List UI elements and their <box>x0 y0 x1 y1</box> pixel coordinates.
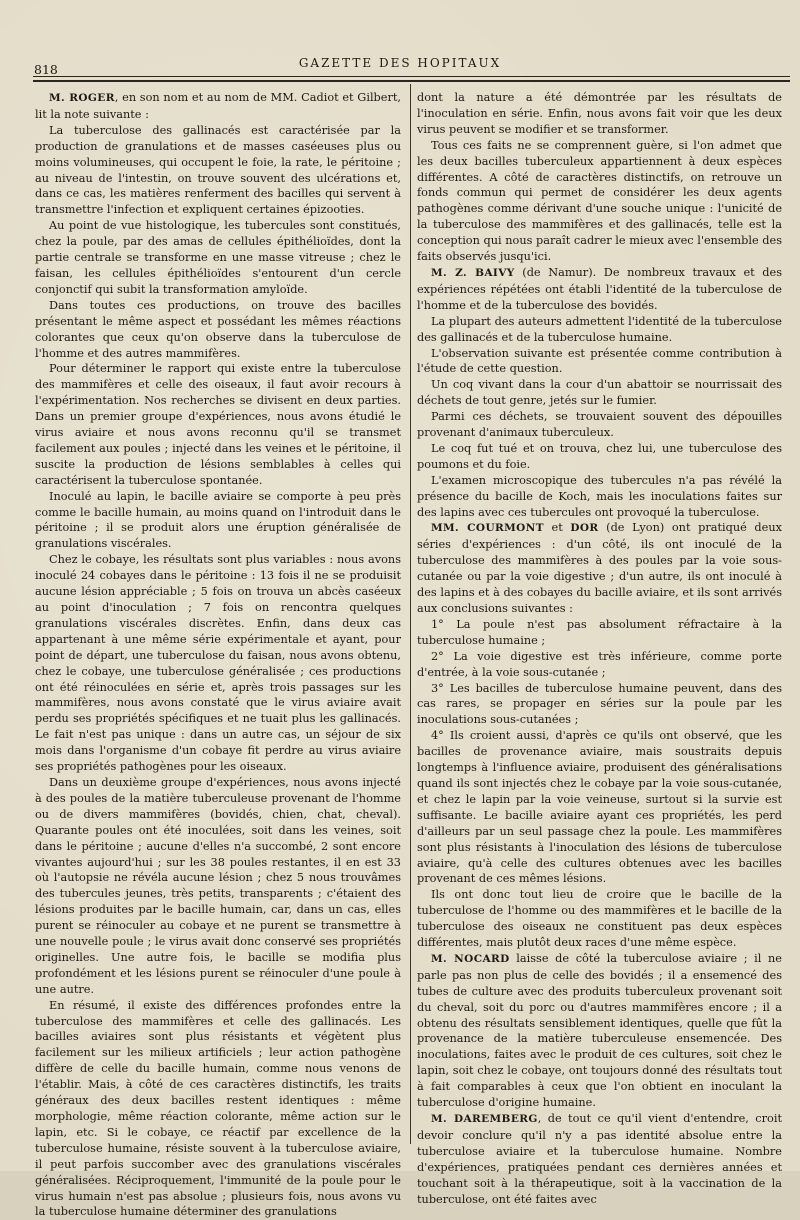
paragraph <box>417 90 782 138</box>
paragraph <box>417 681 782 729</box>
speaker-name: M. ROGER <box>49 92 115 104</box>
paragraph-text: Pour déterminer le rapport qui existe entre la tuberculose des mammifères et celle des oiseaux, il faut avoir recours à l'expérimentation. Nos recherches se divisent en deux parties. Dans un premier groupe d'expériences, nous avons étudié le virus aviaire et nous avons reconnu qu'il se transmet facilement aux poules ; injecté dans les veines et le péritoine, il suscite la production de lésions semblables à celles qui caractérisent la tuberculose spontanée. <box>35 362 401 487</box>
paragraph-text: 1° La poule n'est pas absolument réfractaire à la tuberculose humaine ; <box>417 617 782 647</box>
paragraph <box>35 775 401 998</box>
paragraph <box>35 123 401 218</box>
paragraph-text: 4° Ils croient aussi, d'après ce qu'ils ont observé, que les bacilles de provenance aviaire, mais soustraits depuis longtemps à l'influence aviaire, produisent des généralisations quand ils sont injectés chez le cobaye par la voie sous-cutanée, et chez le lapin par la voie veineuse, surtout si la survie est suffisante. Le bacille aviaire ayant ces propriétés, les perd d'ailleurs par un seul passage chez la poule. Les mammifères sont plus résistants à l'inoculation des lésions de tuberculose aviaire, qu'à celle des cultures obtenues avec les bacilles provenant de ces mêmes lésions. <box>417 729 782 886</box>
paragraph-text: Inoculé au lapin, le bacille aviaire se comporte à peu près comme le bacille humain, au moins quand on l'introduit dans le péritoine ; il se produit alors une éruption généralisée de granulations viscérales. <box>35 489 401 551</box>
paragraph-text: Tous ces faits ne se comprennent guère, si l'on admet que les deux bacilles tuberculeux appartiennent à deux espèces différentes. A côté de caractères distinctifs, on retrouve un fonds commun qui permet de considérer les deux agents pathogènes comme dérivant d'une souche unique : l'unicité de la tuberculose des mammifères et des gallinacés, telle est la conception qui nous paraît cadrer le mieux avec l'ensemble des faits observés jusqu'ici. <box>417 138 782 264</box>
paragraph-text: L'observation suivante est présentée comme contribution à l'étude de cette question. <box>417 346 782 376</box>
paragraph-text: dont la nature a été démontrée par les résultats de l'inoculation en série. Enfin, nous avons fait voir que les deux virus peuvent se modifier et se transformer. <box>417 91 782 136</box>
paragraph <box>417 887 782 951</box>
paragraph-text: Un coq vivant dans la cour d'un abattoir se nourrissait des déchets de tout genre, jetés sur le fumier. <box>417 378 782 408</box>
speaker-name: M. NOCARD <box>431 952 510 965</box>
right-column <box>417 90 783 1206</box>
paragraph-text: Ils ont donc tout lieu de croire que le bacille de la tuberculose de l'homme ou des mammifères et le bacille de la tuberculose des oiseaux ne constituent pas deux espèces différentes, mais plutôt deux races d'une même espèce. <box>417 888 782 950</box>
paragraph-text: Au point de vue histologique, les tubercules sont constitués, chez la poule, par des amas de cellules épithélioïdes, dont la partie centrale se transforme en une masse vitreuse ; chez le faisan, les cellules épithélioïdes s'entourent d'un cercle conjonctif qui subit la transformation amyloïde. <box>35 219 401 296</box>
paragraph-text: L'examen microscopique des tubercules n'a pas révélé la présence du bacille de Koch, mais les inoculations faites sur des lapins avec ces tubercules ont provoqué la tuberculose. <box>417 473 782 519</box>
speaker-name: DOR <box>570 522 599 535</box>
speaker-name: M. DAREMBERG <box>431 1113 538 1125</box>
paragraph <box>35 552 401 775</box>
paragraph-text: La tuberculose des gallinacés est caractérisée par la production de granulations et de masses caséeuses plus ou moins volumineuses, qui occupent le foie, la rate, le péritoine ; au niveau de l'intestin, on trouve souvent des ulcérations et, dans ce cas, les matières renferment des bacilles qui servent à transmettre l'infection et expliquent certaines épizooties. <box>35 123 401 217</box>
paragraph-text: Chez le cobaye, les résultats sont plus variables : nous avons inoculé 24 cobayes dans le péritoine : 13 fois il ne se produisit aucune lésion appréciable ; 5 fois on trouva un abcès caséeux au point d'inoculation ; 7 fois on rencontra quelques granulations viscérales discrètes. Enfin, dans deux cas appartenant à une même série expérimentale et ayant, pour point de départ, une tuberculose du faisan, nous avons obtenu, chez le cobaye, une tuberculose généralisée ; ces productions ont été réinoculées en série et, après trois passages sur les mammifères, nous avons constaté que le virus aviaire avait perdu ses propriétés spécifiques et ne tuait plus les gallinacés. Le fait n'est pas unique : dans un autre cas, un séjour de six mois dans l'organisme d'un cobaye fit perdre au virus aviaire ses propriétés pathogènes pour les oiseaux. <box>35 553 401 774</box>
paragraph-text: (de Namur). De nombreux travaux et des expériences répétées ont établi l'identité de la tuberculose de l'homme et de la tuberculose des bovidés. <box>417 265 783 312</box>
paragraph <box>35 218 401 298</box>
speaker-name: MM. COURMONT <box>431 522 544 535</box>
paragraph-text: 2° La voie digestive est très inférieure, comme porte d'entrée, à la voie sous-cutanée ; <box>417 649 782 679</box>
paragraph <box>35 298 401 362</box>
page-header <box>0 56 800 76</box>
paragraph <box>417 138 782 265</box>
header-rule-thick <box>33 80 790 82</box>
paragraph <box>417 617 782 649</box>
paragraph-text: Parmi ces déchets, se trouvaient souvent des dépouilles provenant d'animaux tuberculeux. <box>417 410 782 440</box>
paragraph <box>417 728 782 887</box>
paragraph <box>35 361 401 488</box>
paragraph <box>417 346 782 378</box>
speaker-name: M. Z. BAIVY <box>431 266 515 279</box>
paragraph-text: 3° Les bacilles de tuberculose humaine peuvent, dans des cas rares, se propager en séries sur la poule par les inoculations sous-cutanées ; <box>417 681 782 727</box>
paragraph <box>35 998 401 1220</box>
paragraph <box>417 649 782 681</box>
paragraph-text: , en son nom et au nom de MM. Cadiot et Gilbert, lit la note suivante : <box>35 91 402 121</box>
paragraph <box>35 90 401 123</box>
page-number: 818 <box>34 62 58 77</box>
paragraph-text: Dans un deuxième groupe d'expériences, nous avons injecté à des poules de la matière tuberculeuse provenant de l'homme ou de divers mammifères (bovidés, chien, chat, cheval). Quarante poules ont été inoculées, soit dans les veines, soit dans le péritoine ; aucune d'elles n'a succombé, 2 sont encore vivantes aujourd'hui ; sur les 38 poules restantes, il en est 33 où l'autopsie ne révéla aucune lésion ; chez 5 nous trouvâmes des tubercules jeunes, très petits, transparents ; c'étaient des lésions produites par le bacille humain, car, dans un cas, elles purent se réinoculer au cobaye et ne purent se transmettre à une nouvelle poule ; le virus avait donc conservé ses propriétés originelles. Une autre fois, le bacille se modifia plus profondément et les lésions purent se réinoculer d'une poule à une autre. <box>35 775 401 996</box>
paragraph <box>417 265 782 314</box>
paragraph-text: Dans toutes ces productions, on trouve des bacilles présentant le même aspect et possédant les mêmes réactions colorantes que ceux qu'on observe dans la tuberculose de l'homme et des autres mammifères. <box>35 298 401 360</box>
paragraph <box>35 489 401 553</box>
paragraph-text: En résumé, il existe des différences profondes entre la tuberculose des mammifères et celle des gallinacés. Les bacilles aviaires sont plus résistants et végètent plus facilement sur les milieux artificiels ; leur action pathogène diffère de celle du bacille humain, comme nous venons de l'établir. Mais, à côté de ces caractères distinctifs, les traits généraux des deux bacilles restent identiques : même morphologie, même réaction colorante, même action sur le lapin, etc. Si le cobaye, ce réactif par excellence de la tuberculose humaine, résiste souvent à la tuberculose aviaire, il peut parfois succomber avec des granulations viscérales généralisées. Réciproquement, l'immunité de la poule pour le virus humain n'est pas absolue ; plusieurs fois, nous avons vu la tuberculose humaine déterminer des granulations <box>35 998 401 1219</box>
left-column <box>35 90 402 1219</box>
header-rule <box>33 76 790 77</box>
paragraph <box>417 520 782 616</box>
paragraph <box>417 1111 782 1207</box>
paragraph <box>417 441 782 473</box>
paragraph-text: laisse de côté la tuberculose aviaire ; il ne parle pas non plus de celle des bovidés ; il a ensemencé des tubes de culture avec des produits tuberculeux provenant soit du cheval, soit du porc ou d'autres mammifères encore ; il a obtenu des résultats sensiblement identiques, quelle que fût la provenance de la matière tuberculeuse ensemencée. Des inoculations, faites avec le produit de ces cultures, soit chez le lapin, soit chez le cobaye, ont toujours donné des résultats tout à fait comparables à ceux que l'on obtient en inoculant la tuberculose d'origine humaine. <box>417 951 782 1110</box>
paragraph <box>417 314 782 346</box>
paragraph <box>417 409 782 441</box>
paragraph-text: , de tout ce qu'il vient d'entendre, croit devoir conclure qu'il n'y a pas identité absolue entre la tuberculose aviaire et la tuberculose humaine. Nombre d'expériences, pratiquées pendant ces dernières années et touchant soit à la thérapeutique, soit à la vaccination de la tuberculose, ont été faites avec <box>417 1112 782 1206</box>
paragraph <box>417 473 782 521</box>
journal-title: GAZETTE DES HOPITAUX <box>298 56 502 70</box>
paragraph-joiner: et <box>543 521 571 535</box>
paragraph <box>417 951 782 1111</box>
paragraph-text: (de Lyon) ont pratiqué deux séries d'expériences : d'un côté, ils ont inoculé de la tuberculose des mammifères à des poules par la voie sous-cutanée ou par la voie digestive ; d'un autre, ils ont inoculé à des lapins et à des cobayes du bacille aviaire, et ils sont arrivés aux conclusions suivantes : <box>417 521 782 615</box>
column-divider <box>410 84 411 1144</box>
paragraph <box>417 377 782 409</box>
paragraph-text: La plupart des auteurs admettent l'identité de la tuberculose des gallinacés et de la tuberculose humaine. <box>417 314 782 344</box>
paragraph-text: Le coq fut tué et on trouva, chez lui, une tuberculose des poumons et du foie. <box>417 441 782 471</box>
